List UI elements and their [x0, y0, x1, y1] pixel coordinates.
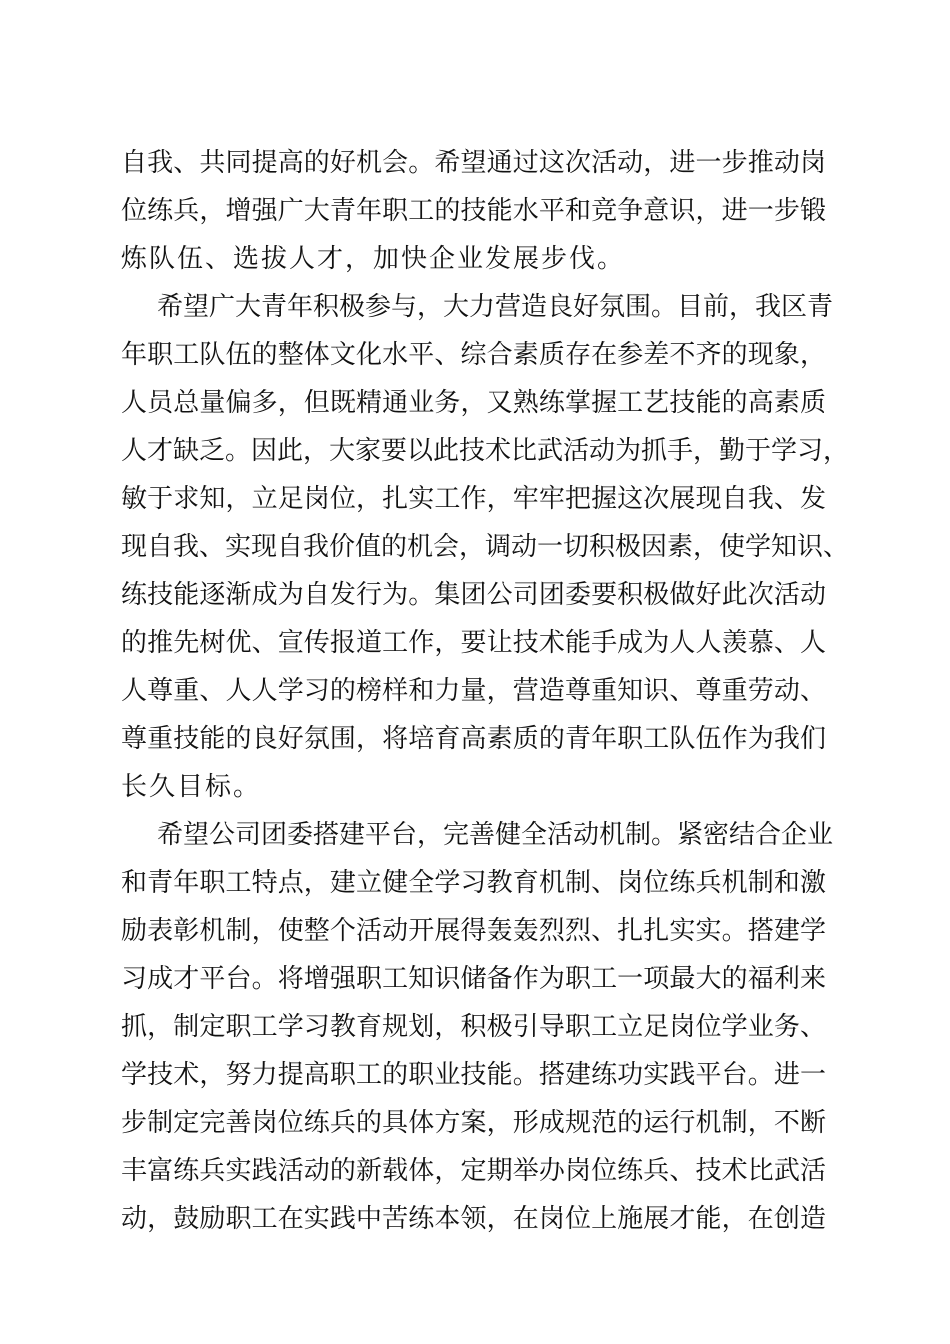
paragraph-2	[121, 283, 850, 811]
text-line: 的推先树优、宣传报道工作，要让技术能手成为人人羡慕、人	[121, 628, 826, 658]
text-line: 位练兵，增强广大青年职工的技能水平和竞争意识，进一步锻	[121, 196, 826, 226]
text-line: 学技术，努力提高职工的职业技能。搭建练功实践平台。进一	[121, 1060, 826, 1090]
text-line: 步制定完善岗位练兵的具体方案，形成规范的运行机制，不断	[121, 1108, 826, 1138]
text-line: 人尊重、人人学习的榜样和力量，营造尊重知识、尊重劳动、	[121, 676, 826, 706]
text-line: 动，鼓励职工在实践中苦练本领，在岗位上施展才能，在创造	[121, 1204, 826, 1234]
paragraph-1	[121, 139, 826, 283]
text-line: 敏于求知，立足岗位，扎实工作，牢牢把握这次展现自我、发	[121, 484, 826, 514]
text-line: 励表彰机制，使整个活动开展得轰轰烈烈、扎扎实实。搭建学	[121, 916, 826, 946]
body-text	[121, 139, 850, 1243]
text-line: 希望广大青年积极参与，大力营造良好氛围。目前，我区青	[157, 292, 834, 322]
text-line: 人员总量偏多，但既精通业务，又熟练掌握工艺技能的高素质	[121, 388, 826, 418]
paragraph-3	[121, 811, 834, 1243]
text-line: 希望公司团委搭建平台，完善健全活动机制。紧密结合企业	[157, 820, 834, 850]
text-line: 习成才平台。将增强职工知识储备作为职工一项最大的福利来	[121, 964, 826, 994]
text-line: 年职工队伍的整体文化水平、综合素质存在参差不齐的现象，	[121, 340, 826, 370]
text-line: 尊重技能的良好氛围，将培育高素质的青年职工队伍作为我们	[121, 724, 826, 754]
text-line: 自我、共同提高的好机会。希望通过这次活动，进一步推动岗	[121, 148, 826, 178]
text-line: 炼队伍、选拔人才，加快企业发展步伐。	[121, 244, 626, 274]
text-line: 和青年职工特点，建立健全学习教育机制、岗位练兵机制和激	[121, 868, 826, 898]
text-line: 长久目标。	[121, 772, 262, 802]
text-line: 练技能逐渐成为自发行为。集团公司团委要积极做好此次活动	[121, 580, 826, 610]
text-line: 抓，制定职工学习教育规划，积极引导职工立足岗位学业务、	[121, 1012, 826, 1042]
text-line: 现自我、实现自我价值的机会，调动一切积极因素，使学知识、	[121, 532, 850, 562]
text-line: 人才缺乏。因此，大家要以此技术比武活动为抓手，勤于学习，	[121, 436, 850, 466]
text-line: 丰富练兵实践活动的新载体，定期举办岗位练兵、技术比武活	[121, 1156, 826, 1186]
